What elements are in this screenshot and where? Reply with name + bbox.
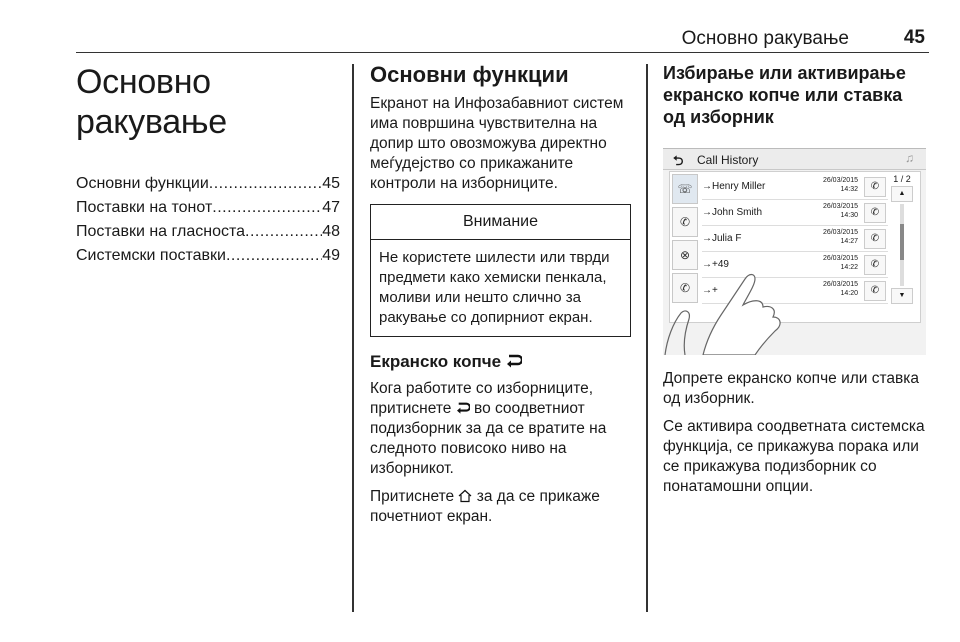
toc-entry[interactable]: Системски поставки ..... 49 [76,244,340,268]
home-paragraph: Притиснете за да се прикаже почетниот екран. [370,488,600,525]
scroll-track[interactable] [900,204,904,286]
call-type-icon: → [702,285,712,296]
missed-call-tab-icon[interactable]: ⊗ [672,240,698,270]
scrollbar[interactable] [890,174,914,320]
toc-entry[interactable]: Основни функции ..... 45 [76,172,340,196]
select-item-column [663,62,929,505]
toc-column [76,62,340,268]
page-number: 45 [903,27,925,48]
home-icon [458,489,472,503]
call-type-icon: → [702,181,712,192]
back-icon[interactable]: ⮌ [673,153,684,168]
return-arrow-icon [506,354,522,368]
screen-title: Call History [697,153,759,167]
touchscreen-illustration [663,148,926,355]
intro-paragraph: Екранот на Инфозабавниот систем има површина чувствителна на допир што овозможува директно меѓудејство со прикажаните контроли на изборниците. [370,95,624,192]
call-button-icon[interactable]: ✆ [864,177,886,197]
column-divider [352,64,354,612]
toc-entry[interactable]: Поставки на тонот ..... 47 [76,196,340,220]
scroll-up-icon[interactable]: ▲ [891,186,913,202]
caption-paragraph: Допрете екранско копче или ставка од изборник. [663,370,920,407]
caution-box [370,204,631,337]
subsection-heading: Екранско копче [370,351,632,373]
return-paragraph: Кога работите со изборниците, притиснете во соодветниот подизборник за да се вратите на следното повисоко ниво на изборникот. [370,380,607,477]
list-item[interactable]: →John Smith 26/03/2015 14:30 ✆ [702,200,888,226]
column-divider [646,64,648,612]
scroll-down-icon[interactable]: ▼ [891,288,913,304]
caution-body: Не користете шилести или тврди предмети како хемиски пенкала, моливи или нешто слично за ракување со допирниот екран. [379,249,610,326]
list-item[interactable]: →Julia F 26/03/2015 14:27 ✆ [702,226,888,252]
basic-functions-column [370,62,632,535]
call-type-icon: → [702,233,712,244]
section-heading: Избирање или активирање екранско копче или ставка од изборник [663,63,906,127]
call-log-tab-icon[interactable]: ☏ [672,174,698,204]
toc-entry[interactable]: Поставки на гласноста ..... 48 [76,220,340,244]
page-header [76,26,929,53]
header-title: Основно ракување [681,28,849,49]
list-item[interactable]: →+ 26/03/2015 14:20 ✆ [702,278,888,304]
page-indicator: 1 / 2 [893,174,911,184]
caution-heading: Внимание [371,205,630,240]
chapter-title: Основно ракување [76,63,227,141]
pointing-hand-icon [663,239,793,355]
return-arrow-icon [456,402,470,414]
screen-titlebar [663,149,926,170]
music-icon: ♫ [905,151,914,165]
call-button-icon[interactable]: ✆ [864,281,886,301]
call-button-icon[interactable]: ✆ [864,203,886,223]
scroll-thumb[interactable] [900,224,904,260]
outgoing-call-tab-icon[interactable]: ✆ [672,273,698,303]
call-type-icon: → [702,207,712,218]
call-button-icon[interactable]: ✆ [864,229,886,249]
list-item[interactable]: →+49 26/03/2015 14:22 ✆ [702,252,888,278]
result-paragraph: Се активира соодветната системска функција, се прикажува порака или се прикажува подизборник со понатамошни опции. [663,418,925,495]
call-button-icon[interactable]: ✆ [864,255,886,275]
call-type-icon: → [702,259,712,270]
section-heading: Основни функции [370,62,569,87]
incoming-call-tab-icon[interactable]: ✆ [672,207,698,237]
list-item[interactable]: →Henry Miller 26/03/2015 14:32 ✆ [702,174,888,200]
